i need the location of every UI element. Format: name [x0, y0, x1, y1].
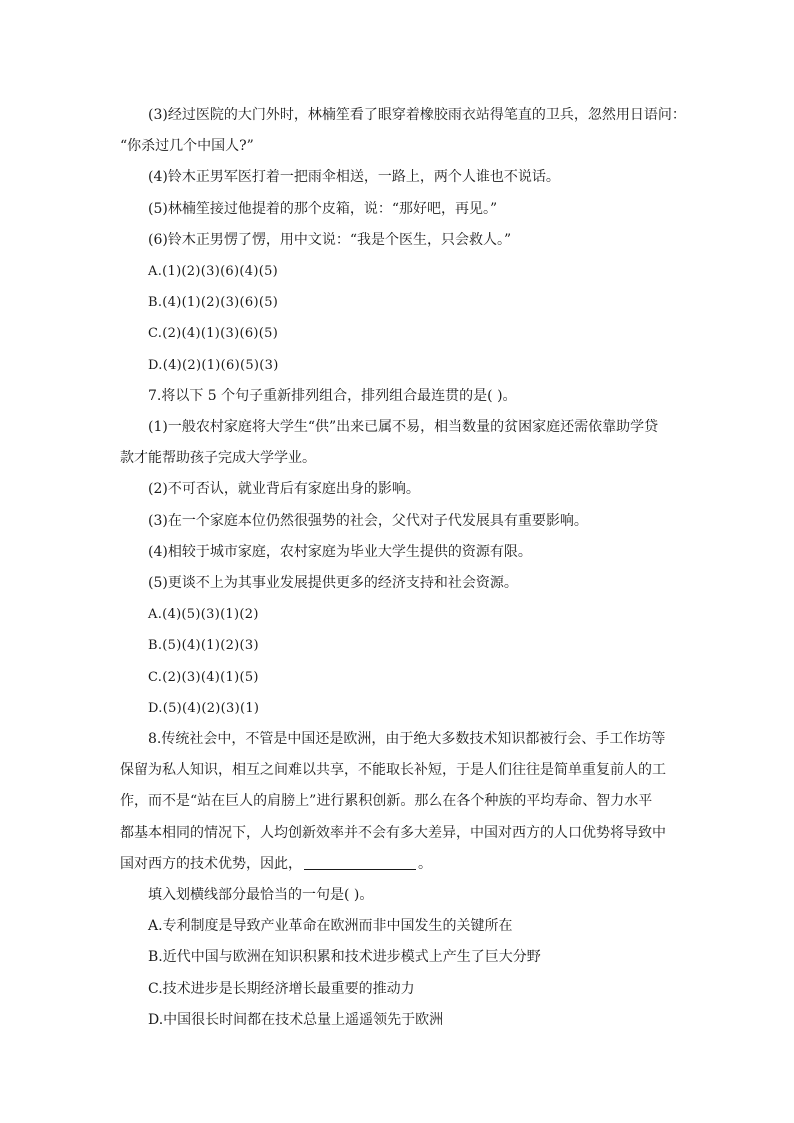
q6-option-d: D.(4)(2)(1)(6)(5)(3)	[148, 357, 279, 373]
q6-option-c: C.(2)(4)(1)(3)(6)(5)	[148, 326, 279, 342]
q6-sentence-5: (5)林楠笙接过他提着的那个皮箱，说：“那好吧，再见。”	[148, 200, 498, 217]
q6-sentence-4: (4)铃木正男军医打着一把雨伞相送，一路上，两个人谁也不说话。	[148, 169, 560, 186]
q8-stem-line-5	[120, 849, 680, 880]
q8-option-b: B.近代中国与欧洲在知识积累和技术进步模式上产生了巨大分野	[148, 949, 541, 966]
q7-sentence-1-line-1: (1)一般农村家庭将大学生“供”出来已属不易，相当数量的贫困家庭还需依靠助学贷	[148, 419, 659, 436]
q8-option-a: A.专利制度是导致产业革命在欧洲而非中国发生的关键所在	[148, 918, 513, 935]
q7-option-b: B.(5)(4)(1)(2)(3)	[148, 638, 259, 654]
q8-stem-line-5-end: 。	[418, 855, 432, 872]
q7-sentence-4: (4)相较于城市家庭，农村家庭为毕业大学生提供的资源有限。	[148, 543, 532, 560]
q7-sentence-3: (3)在一个家庭本位仍然很强势的社会，父代对子代发展具有重要影响。	[148, 512, 588, 529]
q8-stem-line-2: 保留为私人知识，相互之间难以共享，不能取长补短，于是人们往往是简单重复前人的工	[120, 762, 666, 779]
q7-sentence-5: (5)更谈不上为其事业发展提供更多的经济支持和社会资源。	[148, 575, 518, 592]
q8-option-c: C.技术进步是长期经济增长最重要的推动力	[148, 980, 415, 997]
q7-option-d: D.(5)(4)(2)(3)(1)	[148, 700, 260, 716]
q6-sentence-3-line-2: “你杀过几个中国人?”	[120, 138, 254, 155]
q8-stem-line-4: 都基本相同的情况下，人均创新效率并不会有多大差异，中国对西方的人口优势将导致中	[120, 824, 666, 841]
q6-sentence-3-line-1: (3)经过医院的大门外时，林楠笙看了眼穿着橡胶雨衣站得笔直的卫兵，忽然用日语问：	[148, 107, 686, 123]
q7-stem: 7.将以下 5 个句子重新排列组合，排列组合最连贯的是( )。	[148, 387, 517, 404]
q8-stem-line-3: 作，而不是“站在巨人的肩膀上”进行累积创新。那么在各个种族的平均寿命、智力水平	[120, 793, 653, 810]
q8-option-d: D.中国很长时间都在技术总量上遥遥领先于欧洲	[148, 1011, 444, 1028]
q7-option-a: A.(4)(5)(3)(1)(2)	[148, 607, 259, 623]
q7-sentence-2: (2)不可否认，就业背后有家庭出身的影响。	[148, 481, 420, 498]
q6-sentence-6: (6)铃木正男愣了愣，用中文说：“我是个医生，只会救人。”	[148, 231, 512, 248]
q7-sentence-1-line-2: 款才能帮助孩子完成大学学业。	[120, 450, 316, 467]
q6-option-b: B.(4)(1)(2)(3)(6)(5)	[148, 295, 279, 311]
q8-prompt: 填入划横线部分最恰当的一句是( )。	[148, 887, 374, 904]
document-body	[120, 100, 686, 1036]
q8-stem-line-5-text: 国对西方的技术优势，因此，	[120, 855, 302, 872]
q7-option-c: C.(2)(3)(4)(1)(5)	[148, 669, 259, 685]
q8-stem-line-1: 8.传统社会中，不管是中国还是欧洲，由于绝大多数技术知识都被行会、手工作坊等	[148, 731, 666, 748]
fill-in-blank	[304, 855, 416, 870]
q6-option-a: A.(1)(2)(3)(6)(4)(5)	[148, 264, 279, 280]
